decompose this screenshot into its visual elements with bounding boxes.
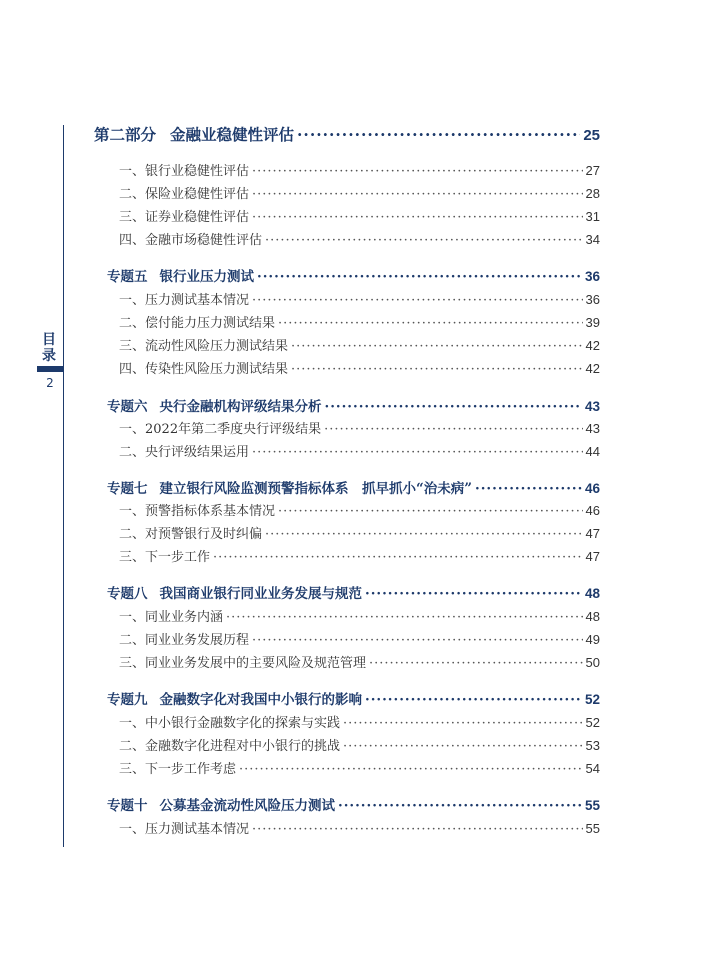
entry-page: 31 — [585, 209, 600, 224]
entry-page: 34 — [585, 232, 600, 247]
entry-title: 四、金融市场稳健性评估 — [119, 233, 263, 248]
toc-entry[interactable] — [119, 335, 600, 354]
entry-page: 42 — [585, 361, 600, 376]
toc-entry[interactable] — [119, 500, 600, 519]
entry-page: 27 — [585, 163, 600, 178]
part-page: 25 — [583, 127, 600, 144]
entry-page: 54 — [585, 761, 600, 776]
toc-entry[interactable] — [119, 183, 600, 202]
dot-leader — [252, 445, 583, 460]
toc-entry[interactable] — [119, 441, 600, 460]
entry-title: 一、预警指标体系基本情况 — [119, 504, 276, 519]
dot-leader — [475, 481, 582, 497]
topic-page: 48 — [584, 586, 600, 601]
dot-leader — [252, 822, 583, 837]
toc-entry[interactable] — [119, 758, 600, 777]
entry-page: 50 — [585, 655, 600, 670]
toc-part-heading[interactable] — [94, 123, 600, 145]
entry-title: 一、压力测试基本情况 — [119, 293, 250, 308]
dot-leader — [365, 692, 582, 708]
topic-number: 专题五 — [107, 269, 148, 285]
entry-page: 53 — [585, 738, 600, 753]
toc-topic-heading[interactable] — [107, 477, 600, 497]
entry-page: 52 — [585, 715, 600, 730]
part-title: 金融业稳健性评估 — [170, 125, 295, 144]
part-number: 第二部分 — [94, 125, 157, 144]
dot-leader — [252, 633, 583, 648]
entry-title: 二、对预警银行及时纠偏 — [119, 527, 263, 542]
topic-page: 52 — [584, 692, 600, 707]
dot-leader — [278, 504, 583, 519]
toc-topic-heading[interactable] — [107, 794, 600, 814]
entry-page: 47 — [585, 549, 600, 564]
toc-entry[interactable] — [119, 312, 600, 331]
dot-leader — [343, 716, 583, 731]
topic-number: 专题七 — [107, 481, 148, 497]
topic-number: 专题九 — [107, 692, 148, 708]
toc-topic-heading[interactable] — [107, 395, 600, 415]
entry-title: 三、下一步工作 — [119, 550, 211, 565]
toc-entry[interactable] — [119, 606, 600, 625]
topic-number: 专题八 — [107, 586, 148, 602]
dot-leader — [291, 339, 583, 354]
topic-title: 我国商业银行同业业务发展与规范 — [159, 586, 362, 602]
entry-title: 一、银行业稳健性评估 — [119, 164, 250, 179]
entry-title: 二、金融数字化进程对中小银行的挑战 — [119, 739, 341, 754]
dot-leader — [278, 316, 583, 331]
topic-page: 46 — [584, 481, 600, 496]
topic-page: 55 — [584, 798, 600, 813]
toc-topic-heading[interactable] — [107, 582, 600, 602]
entry-title: 三、证券业稳健性评估 — [119, 210, 250, 225]
dot-leader — [343, 739, 583, 754]
toc-entry[interactable] — [119, 735, 600, 754]
toc-entry[interactable] — [119, 712, 600, 731]
topic-number: 专题六 — [107, 399, 148, 415]
dot-leader — [252, 164, 583, 179]
entry-page: 48 — [585, 609, 600, 624]
margin-rule — [63, 125, 64, 847]
toc-entry[interactable] — [119, 418, 600, 437]
toc-entry[interactable] — [119, 523, 600, 542]
entry-page: 47 — [585, 526, 600, 541]
dot-leader — [213, 550, 583, 565]
dot-leader — [338, 798, 582, 814]
section-marker-bar — [37, 366, 63, 372]
dot-leader — [257, 269, 582, 285]
entry-title: 一、压力测试基本情况 — [119, 822, 250, 837]
entry-page: 44 — [585, 444, 600, 459]
entry-title: 四、传染性风险压力测试结果 — [119, 362, 289, 377]
dot-leader — [325, 399, 582, 415]
toc-entry[interactable] — [119, 546, 600, 565]
topic-title: 央行金融机构评级结果分析 — [159, 399, 322, 415]
entry-title: 二、保险业稳健性评估 — [119, 187, 250, 202]
entry-page: 46 — [585, 503, 600, 518]
page-number: 2 — [46, 376, 54, 390]
dot-leader — [252, 210, 583, 225]
dot-leader — [291, 362, 583, 377]
toc-topic-heading[interactable] — [107, 265, 600, 285]
toc-topic-heading[interactable] — [107, 688, 600, 708]
dot-leader — [252, 187, 583, 202]
toc-entry[interactable] — [119, 289, 600, 308]
entry-page: 39 — [585, 315, 600, 330]
topic-page: 36 — [584, 269, 600, 284]
entry-title: 一、同业业务内涵 — [119, 610, 224, 625]
entry-title: 三、下一步工作考虑 — [119, 762, 237, 777]
dot-leader — [369, 656, 583, 671]
entry-title: 一、2022年第二季度央行评级结果 — [119, 422, 322, 437]
toc-entry[interactable] — [119, 652, 600, 671]
toc-entry[interactable] — [119, 160, 600, 179]
dot-leader — [324, 422, 582, 437]
entry-title: 二、偿付能力压力测试结果 — [119, 316, 276, 331]
entry-page: 55 — [585, 821, 600, 836]
topic-title: 银行业压力测试 — [159, 269, 254, 285]
dot-leader — [265, 233, 583, 248]
dot-leader — [265, 527, 583, 542]
topic-title: 建立银行风险监测预警指标体系 抓早抓小“治未病” — [159, 481, 473, 497]
dot-leader — [252, 293, 583, 308]
entry-page: 36 — [585, 292, 600, 307]
entry-title: 二、同业业务发展历程 — [119, 633, 250, 648]
entry-page: 28 — [585, 186, 600, 201]
toc-entry[interactable] — [119, 206, 600, 225]
dot-leader — [226, 610, 583, 625]
entry-page: 42 — [585, 338, 600, 353]
section-label: 目录 — [42, 332, 56, 364]
dot-leader — [239, 762, 583, 777]
topic-title: 公募基金流动性风险压力测试 — [159, 798, 335, 814]
entry-title: 二、央行评级结果运用 — [119, 445, 250, 460]
entry-page: 43 — [585, 421, 600, 436]
entry-page: 49 — [585, 632, 600, 647]
topic-number: 专题十 — [107, 798, 148, 814]
toc-entry[interactable] — [119, 818, 600, 837]
dot-leader — [297, 125, 580, 144]
entry-title: 三、流动性风险压力测试结果 — [119, 339, 289, 354]
topic-page: 43 — [584, 399, 600, 414]
topic-title: 金融数字化对我国中小银行的影响 — [159, 692, 362, 708]
dot-leader — [365, 586, 582, 602]
entry-title: 一、中小银行金融数字化的探索与实践 — [119, 716, 341, 731]
entry-title: 三、同业业务发展中的主要风险及规范管理 — [119, 656, 367, 671]
toc-entry[interactable] — [119, 358, 600, 377]
toc-entry[interactable] — [119, 229, 600, 248]
toc-entry[interactable] — [119, 629, 600, 648]
